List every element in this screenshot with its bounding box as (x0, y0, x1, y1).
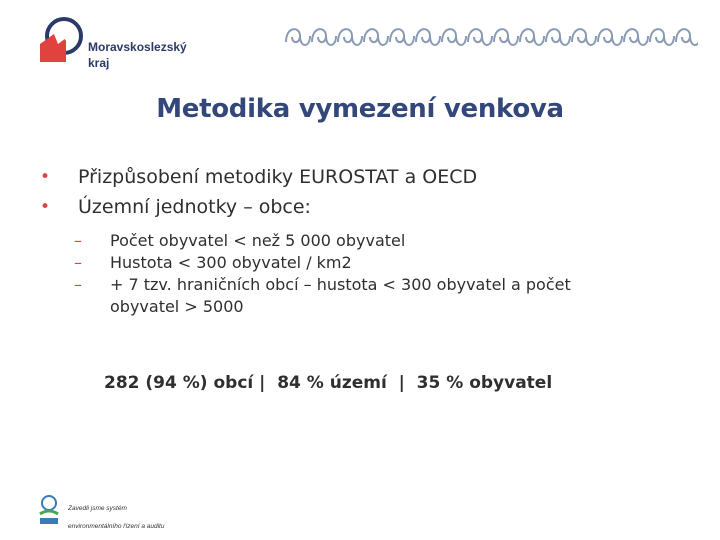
footer-line-1: Zavedli jsme systém (68, 505, 127, 512)
bullet-item (40, 192, 680, 222)
pattern-wave (312, 29, 336, 45)
pattern-wave (546, 29, 570, 45)
sub-bullet-text: Počet obyvatel < než 5 000 obyvatel (110, 231, 406, 250)
bullet-list (40, 162, 680, 222)
logo-line-2: kraj (88, 56, 110, 70)
pattern-wave (494, 29, 518, 45)
pattern-wave (676, 29, 698, 45)
bullet-text: Územní jednotky – obce: (78, 196, 311, 218)
bullet-item (40, 162, 680, 192)
sub-bullet-list (74, 230, 634, 318)
pattern-wave (442, 29, 466, 45)
sub-bullet-text: Hustota < 300 obyvatel / km2 (110, 253, 352, 272)
pattern-wave (624, 29, 648, 45)
logo-line-1: Moravskoslezský (88, 40, 187, 54)
pattern-wave (520, 29, 544, 45)
sub-bullet-item (74, 252, 634, 274)
logo-text (88, 39, 187, 71)
dash-marker-icon: – (74, 275, 82, 294)
pattern-wave (286, 29, 310, 45)
dash-marker-icon: – (74, 231, 82, 250)
footer (36, 492, 236, 532)
region-emblem-icon (36, 14, 88, 66)
dash-marker-icon: – (74, 253, 82, 272)
moravskoslezsky-kraj-logo (36, 14, 206, 70)
footer-line-2: environmentálního řízení a auditu (68, 523, 165, 530)
slide-title: Metodika vymezení venkova (156, 94, 564, 124)
sub-bullet-item (74, 230, 634, 252)
summary-line: 282 (94 %) obcí | 84 % území | 35 % obyvatel (104, 373, 553, 393)
pattern-wave (650, 29, 674, 45)
sub-bullet-item (74, 274, 634, 318)
decorative-pattern (282, 22, 698, 52)
pattern-wave (598, 29, 622, 45)
footer-text (68, 500, 164, 536)
pattern-wave (390, 29, 414, 45)
emas-logo-icon (36, 494, 62, 528)
pattern-wave (338, 29, 362, 45)
sub-bullet-text: + 7 tzv. hraničních obcí – hustota < 300 obyvatel a počet obyvatel > 5000 (110, 275, 571, 316)
pattern-wave (416, 29, 440, 45)
bullet-text: Přizpůsobení metodiky EUROSTAT a OECD (78, 166, 478, 188)
bullet-marker-icon: • (40, 167, 51, 187)
bullet-marker-icon: • (40, 197, 51, 217)
pattern-wave (364, 29, 388, 45)
pattern-wave (468, 29, 492, 45)
pattern-wave (572, 29, 596, 45)
